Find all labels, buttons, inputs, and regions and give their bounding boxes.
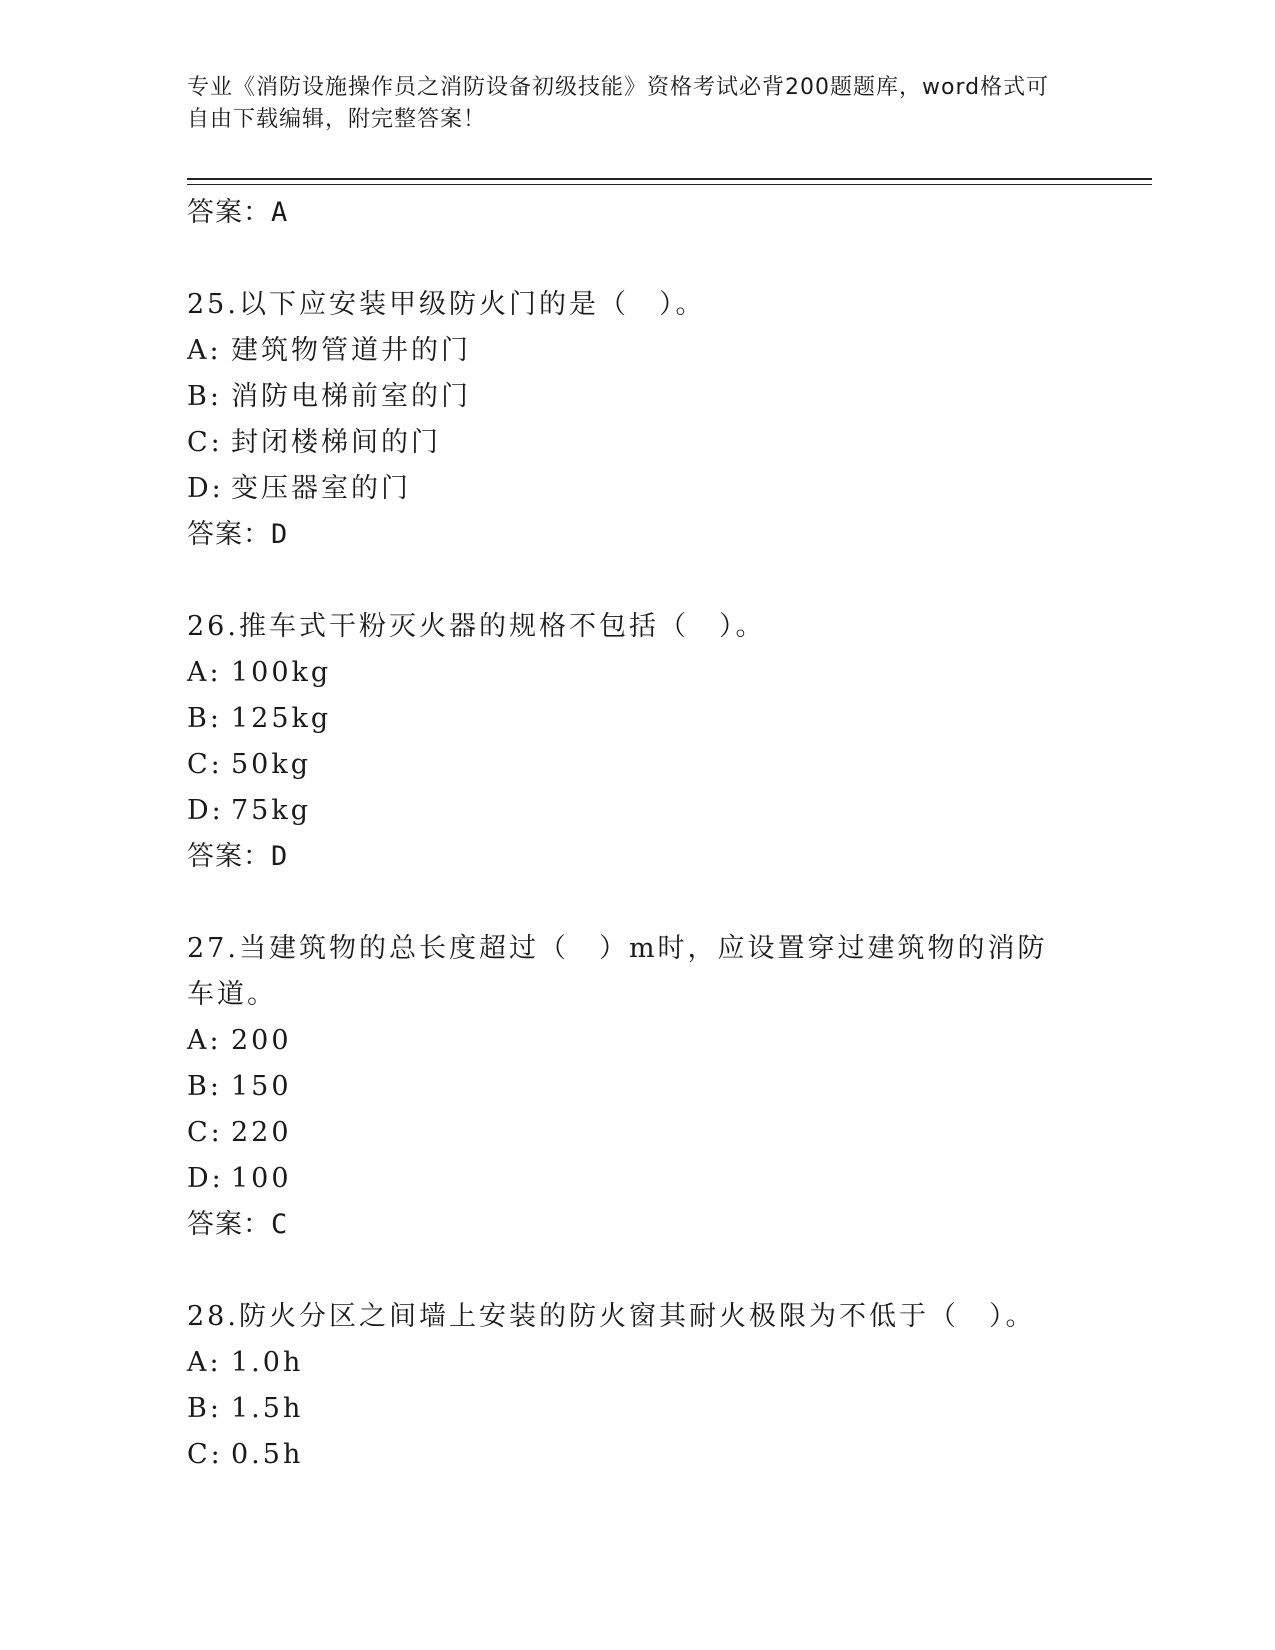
answer-value: C: [271, 1209, 289, 1240]
option-text: 1.0h: [231, 1347, 304, 1378]
question-text: 25.以下应安装甲级防火门的是（ ）。: [187, 289, 706, 320]
option-label: B:: [187, 703, 222, 734]
option-text: 1.5h: [231, 1393, 304, 1424]
option-text: 75kg: [231, 795, 312, 826]
question-list: [187, 190, 1087, 1478]
answer-label: 答案：: [187, 1209, 271, 1240]
header-divider-thin: [187, 184, 1152, 185]
option-label: B:: [187, 1071, 222, 1102]
option-b: [187, 1386, 1087, 1432]
answer-value: D: [271, 519, 289, 550]
question-text: 28.防火分区之间墙上安装的防火窗其耐火极限为不低于（ ）。: [187, 1301, 1036, 1332]
option-b: [187, 374, 1087, 420]
option-b: [187, 696, 1087, 742]
answer-value: D: [271, 841, 289, 872]
answer-line: [187, 1202, 1087, 1248]
option-a: [187, 1018, 1087, 1064]
option-label: A:: [187, 1025, 222, 1056]
question-text: 26.推车式干粉灭火器的规格不包括（ ）。: [187, 611, 766, 642]
option-c: [187, 1432, 1087, 1478]
option-text: 200: [231, 1025, 292, 1056]
question-text: 27.当建筑物的总长度超过（ ）m时，应设置穿过建筑物的消防车道。: [187, 933, 1048, 1010]
option-label: D:: [187, 795, 224, 826]
option-text: 0.5h: [231, 1439, 304, 1470]
option-label: C:: [187, 749, 223, 780]
option-c: [187, 420, 1087, 466]
answer-line: [187, 834, 1087, 880]
option-text: 100: [231, 1163, 292, 1194]
option-d: [187, 788, 1087, 834]
option-a: [187, 650, 1087, 696]
answer-label: 答案：: [187, 197, 271, 228]
question-block: [187, 282, 1087, 558]
question-block: [187, 604, 1087, 880]
option-d: [187, 466, 1087, 512]
option-label: C:: [187, 427, 223, 458]
option-label: A:: [187, 657, 222, 688]
option-label: B:: [187, 1393, 222, 1424]
option-c: [187, 1110, 1087, 1156]
option-text: 建筑物管道井的门: [231, 335, 471, 366]
option-text: 150: [231, 1071, 292, 1102]
option-label: C:: [187, 1117, 223, 1148]
option-c: [187, 742, 1087, 788]
option-d: [187, 1156, 1087, 1202]
question-block: [187, 1294, 1087, 1478]
question-block: [187, 926, 1087, 1248]
answer-line: [187, 512, 1087, 558]
answer-value: A: [271, 197, 289, 228]
option-text: 50kg: [231, 749, 312, 780]
option-label: D:: [187, 473, 224, 504]
option-label: A:: [187, 335, 222, 366]
option-text: 变压器室的门: [231, 473, 411, 504]
option-text: 100kg: [231, 657, 332, 688]
option-a: [187, 1340, 1087, 1386]
option-b: [187, 1064, 1087, 1110]
option-a: [187, 328, 1087, 374]
option-label: A:: [187, 1347, 222, 1378]
answer-label: 答案：: [187, 519, 271, 550]
option-text: 消防电梯前室的门: [231, 381, 471, 412]
option-text: 封闭楼梯间的门: [231, 427, 441, 458]
option-label: C:: [187, 1439, 223, 1470]
page-header: 专业《消防设施操作员之消防设备初级技能》资格考试必背200题题库，word格式可自由下载编辑，附完整答案！: [187, 75, 1050, 132]
header-divider: [187, 178, 1152, 180]
option-label: D:: [187, 1163, 224, 1194]
option-text: 125kg: [231, 703, 332, 734]
option-text: 220: [231, 1117, 292, 1148]
answer-line: [187, 190, 1087, 236]
option-label: B:: [187, 381, 222, 412]
answer-label: 答案：: [187, 841, 271, 872]
